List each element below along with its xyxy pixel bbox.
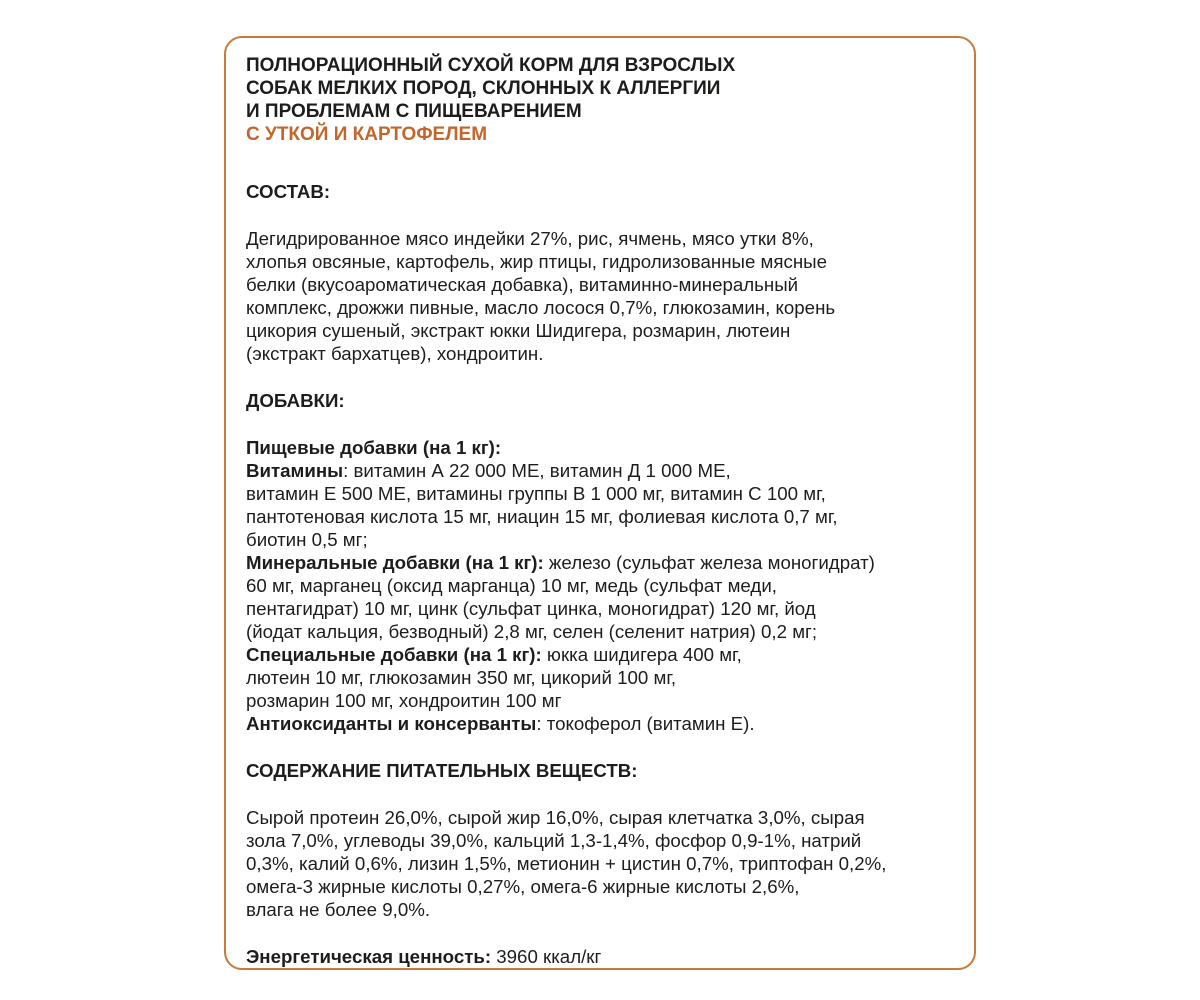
minerals-label: Минеральные добавки (на 1 кг):	[246, 552, 544, 573]
minerals-line: Минеральные добавки (на 1 кг): железо (сульфат железа моногидрат)	[246, 552, 875, 573]
composition-text	[246, 227, 962, 365]
energy-value	[246, 945, 962, 968]
vitamins-line: пантотеновая кислота 15 мг, ниацин 15 мг, фолиевая кислота 0,7 мг,	[246, 506, 838, 527]
special-label: Специальные добавки (на 1 кг):	[246, 644, 542, 665]
title-line-3: И ПРОБЛЕМАМ С ПИЩЕВАРЕНИЕМ	[246, 101, 582, 122]
vitamins-label: Витамины	[246, 460, 344, 481]
card-content	[246, 54, 962, 968]
nutrients-line: влага не более 9,0%.	[246, 899, 431, 920]
nutrients-heading: СОДЕРЖАНИЕ ПИТАТЕЛЬНЫХ ВЕЩЕСТВ:	[246, 760, 638, 781]
additives-heading: ДОБАВКИ:	[246, 390, 345, 411]
title-accent: С УТКОЙ И КАРТОФЕЛЕМ	[246, 124, 488, 145]
vitamins-line: Витамины: витамин А 22 000 МЕ, витамин Д 1 000 МЕ,	[246, 460, 731, 481]
composition-line: цикория сушеный, экстракт юкки Шидигера, розмарин, лютеин	[246, 320, 791, 341]
minerals-line: 60 мг, марганец (оксид марганца) 10 мг, медь (сульфат меди,	[246, 575, 777, 596]
nutrients-text	[246, 806, 962, 921]
product-info-card	[224, 36, 976, 970]
title-line-2: СОБАК МЕЛКИХ ПОРОД, СКЛОННЫХ К АЛЛЕРГИИ	[246, 78, 721, 99]
composition-line: комплекс, дрожжи пивные, масло лосося 0,7%, глюкозамин, корень	[246, 297, 836, 318]
additives-text	[246, 436, 962, 735]
special-line: Специальные добавки (на 1 кг): юкка шидигера 400 мг,	[246, 644, 742, 665]
composition-line: хлопья овсяные, картофель, жир птицы, гидролизованные мясные	[246, 251, 828, 272]
food-additives-label: Пищевые добавки (на 1 кг):	[246, 437, 502, 458]
nutrients-line: Сырой протеин 26,0%, сырой жир 16,0%, сырая клетчатка 3,0%, сырая	[246, 807, 865, 828]
composition-heading: СОСТАВ:	[246, 181, 331, 202]
minerals-line: пентагидрат) 10 мг, цинк (сульфат цинка, моногидрат) 120 мг, йод	[246, 598, 816, 619]
composition-line: белки (вкусоароматическая добавка), витаминно-минеральный	[246, 274, 799, 295]
antioxidants-label: Антиоксиданты и консерванты	[246, 713, 537, 734]
nutrients-line: омега-3 жирные кислоты 0,27%, омега-6 жирные кислоты 2,6%,	[246, 876, 800, 897]
special-line: лютеин 10 мг, глюкозамин 350 мг, цикорий 100 мг,	[246, 667, 677, 688]
vitamins-line: биотин 0,5 мг;	[246, 529, 368, 550]
title-line-1: ПОЛНОРАЦИОННЫЙ СУХОЙ КОРМ ДЛЯ ВЗРОСЛЫХ	[246, 55, 736, 76]
composition-line: Дегидрированное мясо индейки 27%, рис, ячмень, мясо утки 8%,	[246, 228, 814, 249]
nutrients-line: 0,3%, калий 0,6%, лизин 1,5%, метионин + цистин 0,7%, триптофан 0,2%,	[246, 853, 887, 874]
energy-amount: 3960 ккал/кг	[491, 946, 602, 967]
energy-label: Энергетическая ценность:	[246, 946, 492, 967]
antioxidants-line: Антиоксиданты и консерванты: токоферол (витамин Е).	[246, 713, 755, 734]
vitamins-line: витамин Е 500 МЕ, витамины группы В 1 000 мг, витамин С 100 мг,	[246, 483, 826, 504]
special-line: розмарин 100 мг, хондроитин 100 мг	[246, 690, 562, 711]
product-title	[246, 54, 962, 146]
composition-line: (экстракт бархатцев), хондроитин.	[246, 343, 544, 364]
minerals-line: (йодат кальция, безводный) 2,8 мг, селен (селенит натрия) 0,2 мг;	[246, 621, 818, 642]
nutrients-line: зола 7,0%, углеводы 39,0%, кальций 1,3-1,4%, фосфор 0,9-1%, натрий	[246, 830, 862, 851]
